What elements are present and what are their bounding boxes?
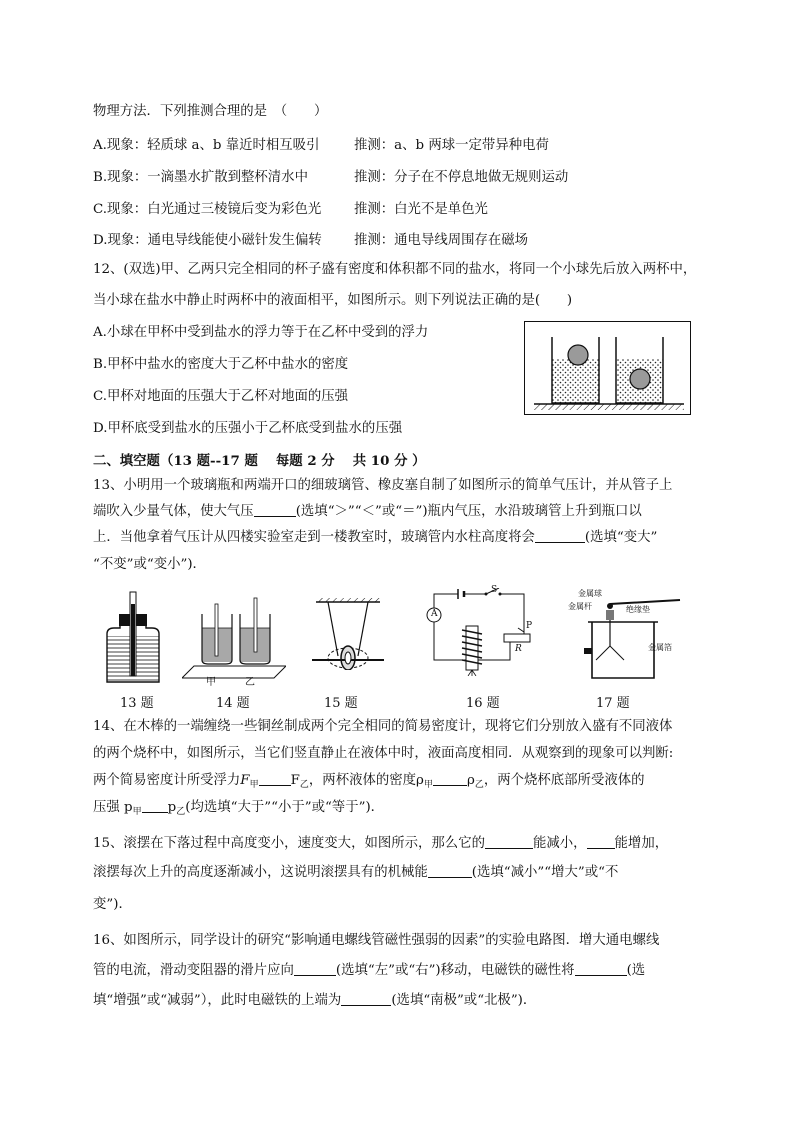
q12-option-c: C.甲杯对地面的压强大于乙杯对地面的压强 bbox=[93, 389, 349, 404]
q13-line1: 13、小明用一个玻璃瓶和两端开口的细玻璃管、橡皮塞自制了如图所示的简单气压计，并从管子上 bbox=[93, 478, 673, 493]
q11-option-c-inference: 推测：白光不是单色光 bbox=[354, 202, 488, 217]
q12-option-b: B.甲杯中盐水的密度大于乙杯中盐水的密度 bbox=[93, 357, 349, 372]
q12-option-a: A.小球在甲杯中受到盐水的浮力等于在乙杯中受到的浮力 bbox=[93, 325, 429, 340]
q16-line3: 填“增强”或“减弱”），此时电磁铁的上端为 (选填“南极”或“北极”)． bbox=[93, 993, 537, 1008]
q12-option-d: D.甲杯底受到盐水的压强小于乙杯底受到盐水的压强 bbox=[93, 421, 403, 436]
q13-line2: 端吹入少量气体，使大气压 (选填“＞”“＜”或“＝”)瓶内气压，水沿玻璃管上升到瓶口以 bbox=[93, 504, 642, 519]
q14-blank-density[interactable] bbox=[433, 772, 467, 786]
fig17-label-foil: 金属箔 bbox=[648, 643, 672, 652]
fig16-label-P: P bbox=[526, 621, 533, 631]
ball-in-jia bbox=[568, 345, 588, 365]
fig16-label-S: S bbox=[491, 585, 498, 595]
slider-P bbox=[518, 628, 524, 632]
fig16-electromagnet-circuit bbox=[420, 588, 542, 676]
q14-line3: 两个简易密度计所受浮力$F_甲$ $F_乙$，两杯液体的密度$\rho_甲$ $\rho_乙$，两个烧杯底部所受液体的 bbox=[93, 773, 645, 790]
string-right bbox=[358, 602, 368, 656]
caption-17: 17 题 bbox=[596, 696, 630, 711]
caption-14: 14 题 bbox=[216, 696, 250, 711]
insulating-pad bbox=[606, 610, 614, 620]
fig14-label-jia: 甲 bbox=[206, 677, 216, 688]
base-plate bbox=[182, 666, 286, 678]
ball-in-yi bbox=[630, 369, 650, 389]
q11-option-d-inference: 推测：通电导线周围存在磁场 bbox=[354, 233, 529, 248]
paper-clips bbox=[468, 670, 476, 676]
q15-blank-2[interactable] bbox=[587, 835, 615, 849]
caption-13: 13 题 bbox=[120, 696, 154, 711]
q15-blank-3[interactable] bbox=[428, 864, 472, 878]
fig14-density-meters bbox=[182, 594, 286, 686]
q13-blank-2[interactable] bbox=[535, 529, 585, 543]
meter-yi bbox=[254, 598, 257, 652]
cup-jia-liquid bbox=[552, 359, 599, 403]
q12-stem-line1: 12、(双选)甲、乙两只完全相同的杯子盛有密度和体积都不同的盐水，将同一个小球先后放入两杯中， bbox=[93, 262, 697, 277]
meter-jia bbox=[215, 604, 218, 656]
q12-stem-line2: 当小球在盐水中静止时两杯中的液面相平，如图所示。则下列说法正确的是( ) bbox=[93, 293, 573, 308]
q11-option-b-phenomenon: B.现象：一滴墨水扩散到整杯清水中 bbox=[93, 170, 308, 185]
rheostat-R bbox=[504, 634, 530, 642]
q14-line4: 压强 $p_甲$ $p_乙$(均选填“大于”“小于”或“等于”)． bbox=[93, 800, 385, 817]
q13-line3: 上．当他拿着气压计从四楼实验室走到一楼教室时，玻璃管内水柱高度将会 (选填“变大” bbox=[93, 530, 658, 545]
q11-option-a-phenomenon: A.现象：轻质球 a、b 靠近时相互吸引 bbox=[93, 138, 320, 153]
q15-line1: 15、滚摆在下落过程中高度变小，速度变大，如图所示，那么它的 能减小， 能增加， bbox=[93, 836, 669, 851]
q12-figure-cups bbox=[524, 321, 691, 415]
jar bbox=[592, 622, 654, 678]
q14-blank-buoyancy[interactable] bbox=[259, 772, 291, 786]
fig17-label-pad: 绝缘垫 bbox=[626, 605, 650, 614]
fig16-label-R: R bbox=[515, 644, 522, 654]
metal-foil bbox=[596, 646, 624, 660]
q16-blank-3[interactable] bbox=[341, 992, 391, 1006]
q16-blank-2[interactable] bbox=[575, 962, 627, 976]
q11-option-c-phenomenon: C.现象：白光通过三棱镜后变为彩色光 bbox=[93, 202, 322, 217]
q11-stem: 物理方法．下列推测合理的是 （ ） bbox=[93, 104, 328, 119]
circuit-wire bbox=[434, 594, 524, 660]
ground-hatch bbox=[534, 404, 684, 410]
section-fill-in-heading: 二、填空题（13 题--17 题 每题 2 分 共 10 分 ） bbox=[93, 453, 426, 469]
jar-clip bbox=[584, 648, 592, 654]
q11-option-d-phenomenon: D.现象：通电导线能使小磁针发生偏转 bbox=[93, 233, 322, 248]
q15-line2: 滚摆每次上升的高度逐渐减小，这说明滚摆具有的机械能 (选填“减小”“增大”或“不 bbox=[93, 865, 619, 880]
q16-line2: 管的电流，滑动变阻器的滑片应向 (选填“左”或“右”)移动，电磁铁的磁性将 (选 bbox=[93, 963, 646, 978]
fig17-label-ball: 金属球 bbox=[578, 589, 602, 598]
q16-blank-1[interactable] bbox=[294, 962, 336, 976]
q15-blank-1[interactable] bbox=[485, 835, 533, 849]
string-left bbox=[328, 602, 338, 656]
q11-option-b-inference: 推测：分子在不停息地做无规则运动 bbox=[354, 170, 569, 185]
q13-blank-1[interactable] bbox=[254, 503, 296, 517]
fig16-label-A: A bbox=[431, 609, 438, 619]
fig13-barometer bbox=[102, 590, 164, 686]
tube-water-column bbox=[131, 604, 135, 676]
q16-line1: 16、如图所示，同学设计的研究“影响通电螺线管磁性强弱的因素”的实验电路图．增大通电螺线 bbox=[93, 933, 660, 948]
caption-16: 16 题 bbox=[466, 696, 500, 711]
q11-option-a-inference: 推测：a、b 两球一定带异种电荷 bbox=[354, 138, 549, 153]
q14-line1: 14、在木棒的一端缠绕一些铜丝制成两个完全相同的简易密度计，现将它们分别放入盛有不同液体 bbox=[93, 719, 673, 734]
caption-15: 15 题 bbox=[324, 696, 358, 711]
ceiling-hatch bbox=[316, 598, 380, 602]
fig14-label-yi: 乙 bbox=[245, 677, 255, 688]
q15-line3: 变”)． bbox=[93, 897, 132, 912]
q13-line4: “不变”或“变小”)． bbox=[93, 557, 206, 572]
q14-line2: 的两个烧杯中，如图所示，当它们竖直静止在液体中时，液面高度相同．从观察到的现象可以判断: bbox=[93, 746, 674, 761]
fig17-label-rod: 金属杆 bbox=[568, 602, 592, 611]
metal-ball bbox=[607, 603, 613, 609]
fig15-rolling-pendulum bbox=[308, 598, 388, 670]
q14-blank-pressure[interactable] bbox=[142, 799, 168, 813]
